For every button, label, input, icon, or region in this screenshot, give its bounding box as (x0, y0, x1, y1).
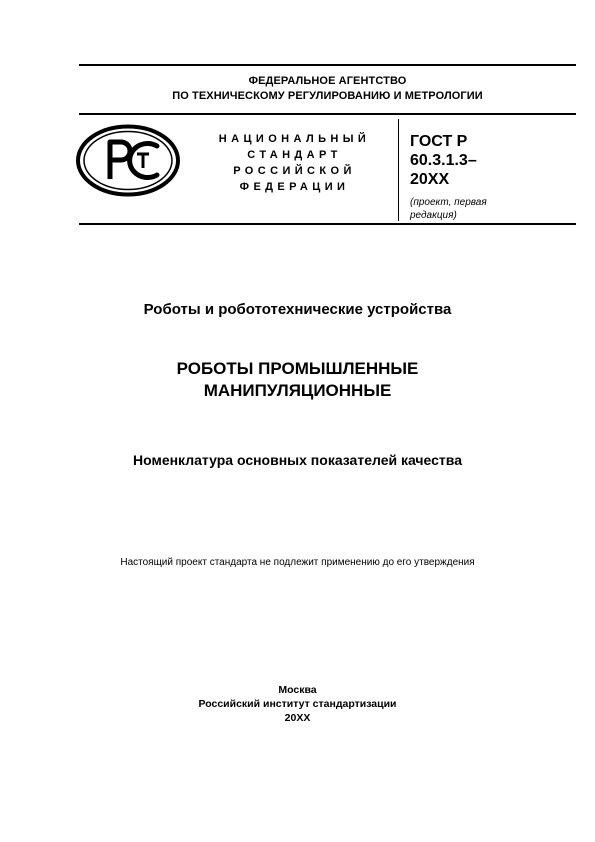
national-standard-label (192, 131, 397, 195)
document-subject: Роботы и робототехнические устройства (143, 301, 452, 318)
publication-publisher: Российский институт стандартизации (198, 698, 397, 710)
publication-year: 20XX (284, 712, 311, 724)
standard-line-1: ГОСТ Р (410, 133, 468, 150)
publication-info (0, 683, 595, 725)
document-title (0, 358, 595, 402)
national-line-3: РОССИЙСКОЙ (233, 165, 356, 177)
national-line-4: ФЕДЕРАЦИИ (239, 181, 350, 193)
header-divider (398, 119, 399, 221)
standard-line-3: 20XX (410, 171, 450, 188)
national-line-1: НАЦИОНАЛЬНЫЙ (218, 133, 371, 145)
title-line-2: МАНИПУЛЯЦИОННЫЕ (203, 381, 392, 400)
header-rule-lower (79, 223, 576, 225)
edition-line-1: (проект, первая (410, 197, 487, 208)
rst-conformity-mark-icon (75, 123, 181, 198)
header-rule-upper (79, 113, 576, 115)
edition-note (410, 196, 487, 222)
standard-line-2: 60.3.1.3– (410, 152, 477, 169)
draft-notice: Настоящий проект стандарта не подлежит применению до его утверждения (120, 557, 475, 568)
agency-line-2: ПО ТЕХНИЧЕСКОМУ РЕГУЛИРОВАНИЮ И МЕТРОЛОГИИ (172, 90, 483, 102)
edition-line-2: редакция) (410, 210, 457, 221)
agency-line-1: ФЕДЕРАЛЬНОЕ АГЕНТСТВО (248, 75, 407, 87)
agency-header (79, 74, 576, 104)
standard-designation (410, 132, 477, 189)
publication-city: Москва (278, 684, 317, 696)
national-line-2: СТАНДАРТ (247, 149, 342, 161)
top-rule (79, 64, 576, 66)
title-line-1: РОБОТЫ ПРОМЫШЛЕННЫЕ (176, 359, 419, 378)
document-subtitle: Номенклатура основных показателей качества (132, 452, 462, 468)
